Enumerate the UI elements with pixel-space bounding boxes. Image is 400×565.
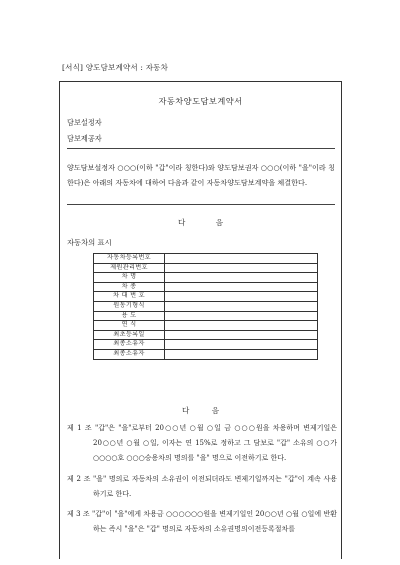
field-value <box>165 349 318 359</box>
field-value <box>165 263 318 273</box>
party-debtor: 담보제공자 <box>67 134 102 143</box>
section-heading: 다 음 <box>181 406 220 415</box>
field-label: 최초등록일 <box>94 330 165 340</box>
document-title: 자동차양도담보계약서 <box>158 96 243 106</box>
table-row <box>94 254 318 264</box>
articles-list <box>67 421 337 542</box>
field-label: 차 명 <box>94 273 165 283</box>
table-row <box>94 311 318 321</box>
table-row <box>94 292 318 302</box>
field-value <box>165 340 318 350</box>
contract-document <box>59 81 342 559</box>
table-row <box>94 273 318 283</box>
field-value <box>165 330 318 340</box>
field-label: 제원관리번호 <box>94 263 165 273</box>
intro-paragraph: 양도담보설정자 ○○○(이하 "갑"이라 칭한다)와 양도담보권자 ○○○(이하 "을"이라 칭한다)은 아래의 자동차에 대하여 다음과 같이 자동차양도담보계약을 체결한다. <box>67 163 335 187</box>
field-label: 연 식 <box>94 321 165 331</box>
table-row <box>94 349 318 359</box>
table-row <box>94 263 318 273</box>
divider <box>67 148 335 149</box>
table-row <box>94 330 318 340</box>
vehicle-section-label: 자동차의 표시 <box>67 238 112 247</box>
article-clause: 제 3 조 "갑"이 "을"에게 차용금 ○○○○○○원을 변제기일인 20○○년 ○월 ○일에 반환하는 즉시 "을"은 "갑" 명의로 자동차의 소유권명의이전등록절차를 <box>67 510 337 534</box>
field-value <box>165 254 318 264</box>
field-label: 최종소유자 <box>94 340 165 350</box>
vehicle-table <box>93 253 318 360</box>
section-heading: 다 음 <box>177 218 224 227</box>
party-creditor: 담보설정자 <box>67 118 102 127</box>
field-value <box>165 292 318 302</box>
table-row <box>94 301 318 311</box>
table-row <box>94 340 318 350</box>
article-clause: 제 2 조 "을" 명의로 자동차의 소유권이 이전되더라도 변제기일까지는 "갑"이 계속 사용하기로 한다. <box>67 474 337 498</box>
divider <box>67 204 335 205</box>
field-label: 자동차등록번호 <box>94 254 165 264</box>
field-label: 차 종 <box>94 282 165 292</box>
field-value <box>165 273 318 283</box>
article-clause: 제 1 조 "갑"은 "을"로부터 20○○년 ○월 ○일 금 ○○○원을 차용하며 변제기일은 20○○년 ○월 ○일, 이자는 연 15%로 정하고 그 담보로 "갑" 소유의 ○○가○○○○호 ○○○승용차의 명의를 "을" 명으로 이전하기로 한다. <box>67 424 337 463</box>
field-value <box>165 301 318 311</box>
field-value <box>165 321 318 331</box>
field-label: 원동기형식 <box>94 301 165 311</box>
field-label: 최종소유자 <box>94 349 165 359</box>
field-label: 용 도 <box>94 311 165 321</box>
table-row <box>94 321 318 331</box>
form-type-label: [서식] 양도담보계약서 : 자동차 <box>62 63 169 72</box>
table-row <box>94 282 318 292</box>
field-value <box>165 311 318 321</box>
field-label: 차 대 번 호 <box>94 292 165 302</box>
field-value <box>165 282 318 292</box>
